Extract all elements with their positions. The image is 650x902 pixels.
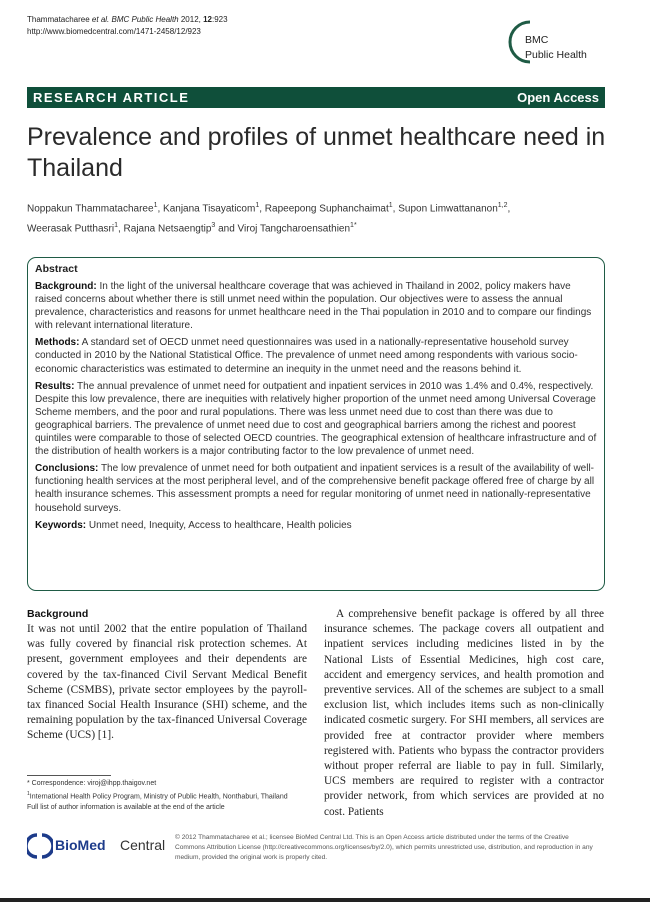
author-affiliation-mark: 1 <box>388 202 393 209</box>
journal-logo-line1: BMC <box>525 34 549 46</box>
article-title: Prevalence and profiles of unmet healthcare need in Thailand <box>27 123 606 182</box>
author-name: Rapeepong Suphanchaimat <box>264 203 389 215</box>
article-type-banner <box>27 87 605 108</box>
page-bottom-edge <box>0 898 650 902</box>
publisher-name-bold: BioMed <box>55 837 106 853</box>
license-text: © 2012 Thammatacharee et al.; licensee BioMed Central Ltd. This is an Open Access article distributed under the terms of the Creative Commons Attribution License (http://creativecommons.org/licenses/by/2.0), which permits unrestricted use, distribution, and reproduction in any medium, provided the original work is properly cited. <box>175 834 593 861</box>
author-name: Noppakun Thammatacharee <box>27 203 154 215</box>
author-affiliation-mark: 3 <box>211 222 216 230</box>
author-name: Viroj Tangcharoensathien <box>237 223 351 235</box>
abstract-body <box>35 280 597 536</box>
journal-logo-line2: Public Health <box>525 49 587 61</box>
abstract-background: Background: In the light of the universal healthcare coverage that was achieved in Thailand in 2002, policy makers have raised concerns about whether there is still unmet need within the population. Our objectives were to assess the annual prevalence, characteristics and reasons for unmet healthcare need in the Thai population in 2010 and to compare our findings with relevant international literature. <box>35 281 592 332</box>
open-access-label: Open Access <box>517 90 599 105</box>
author-name: Rajana Netsaengtip <box>123 223 212 235</box>
author-name: Supon Limwattananon <box>398 203 498 215</box>
biomed-central-icon <box>27 832 53 860</box>
abstract-results: Results: The annual prevalence of unmet need for outpatient and inpatient services in 2010 was 1.4% and 0.4%, respectively. Despite this low prevalence, there are inequities with relatively higher proportion of the unmet need among Universal Coverage Scheme members, and the poor and rural populations. There was less unmet need due to cost than there was due to geographical barriers. The prevalence of unmet need due to cost and geographical barriers among the richest and poorest quintiles were comparable to those of selected OECD countries. The geographical extension of healthcare infrastructure and of the distribution of health workers is a major contributing factor to the low prevalence of unmet need. <box>35 380 597 458</box>
abstract-conclusions: Conclusions: The low prevalence of unmet need for both outpatient and inpatient services is a result of the availability of well-functioning health services at the most peripheral level, and of the comprehensive benefit package offered free of charge by all health insurance schemes. This assessment prompts a need for regular monitoring of unmet need in nationally-representative household surveys. <box>35 463 595 514</box>
left-column <box>27 607 307 744</box>
correspondence-note: * Correspondence: viroj@ihpp.thaigov.net <box>27 780 157 787</box>
background-heading: Background <box>27 608 89 620</box>
author-affiliation-mark: 1 <box>153 202 158 209</box>
right-column-paragraph: A comprehensive benefit package is offered by all three insurance schemes. The package covers all outpatient and inpatient services including medicines listed in by the National Lists of Essential Medicines, high cost care, accident and emergency services, and health promotion and preventive services. All of the schemes are subject to a small exclusion list, which includes items such as non-clinically indicated cosmetic surgery. For SHI members, all services are provided free at contractor provider where members registered with. Patients who bypass the contractor providers without proper referral are liable to pay in full. Similarly, UCS members are required to register with a contractor provider network, from which services are provided at no cost. Patients <box>324 608 604 818</box>
author-info-note: Full list of author information is available at the end of the article <box>27 803 225 811</box>
affiliation-note: $^1$International Health Policy Program, Ministry of Public Health, Nonthaburi, Thailand <box>27 791 288 801</box>
abstract-methods: Methods: A standard set of OECD unmet need questionnaires was used in a nationally-representative household survey conducted in 2010 by the National Statistical Office. The prevalence of unmet need among respondents with various socio-economic characteristics was estimated to determine an inequity in the unmet need and the reasons behind it. <box>35 337 578 375</box>
publisher-name-regular: Central <box>120 837 166 853</box>
author-name: Kanjana Tisayaticom <box>163 203 256 215</box>
author-affiliation-mark: 1 <box>114 222 118 230</box>
author-list: Noppakun Thammatacharee$^1$, Kanjana Tisayaticom$^1$, Rapeepong Suphanchaimat$^1$, Supon Limwattananon$^{1,2}$, Weerasak Putthasri$^1$, Rajana Netsaengtip$^3$ and Viroj Tangcharoensathien$^{1*}$ <box>27 202 511 235</box>
author-affiliation-mark: 1 <box>255 202 260 209</box>
abstract-heading: Abstract <box>35 263 78 275</box>
author-name: Weerasak Putthasri <box>27 223 115 235</box>
abstract-keywords: Keywords: Unmet need, Inequity, Access to healthcare, Health policies <box>35 519 352 531</box>
running-header <box>27 14 228 38</box>
footnote-rule <box>27 775 111 776</box>
section-label: RESEARCH ARTICLE <box>33 90 190 105</box>
citation-line: Thammatacharee et al. BMC Public Health 2012, 12:923 <box>27 15 228 24</box>
abstract-box <box>27 257 605 591</box>
article-url[interactable]: http://www.biomedcentral.com/1471-2458/12/923 <box>27 27 201 36</box>
background-paragraph: It was not until 2002 that the entire population of Thailand was fully covered by financial risk protection schemes. At present, government employees and their dependents are covered by the tax-financed Civil Servant Medical Benefit Scheme (CSMBS), private sector employees by the payroll-tax financed Social Health Insurance (SHI) scheme, and the remaining population by the tax-financed Universal Coverage Scheme (UCS) [1]. <box>27 623 307 742</box>
author-affiliation-mark: 1,2 <box>497 202 508 209</box>
journal-logo <box>508 20 608 70</box>
publisher-logo <box>27 832 167 862</box>
right-column <box>324 607 604 820</box>
author-affiliation-mark: 1* <box>350 222 357 230</box>
footnotes <box>27 779 307 813</box>
